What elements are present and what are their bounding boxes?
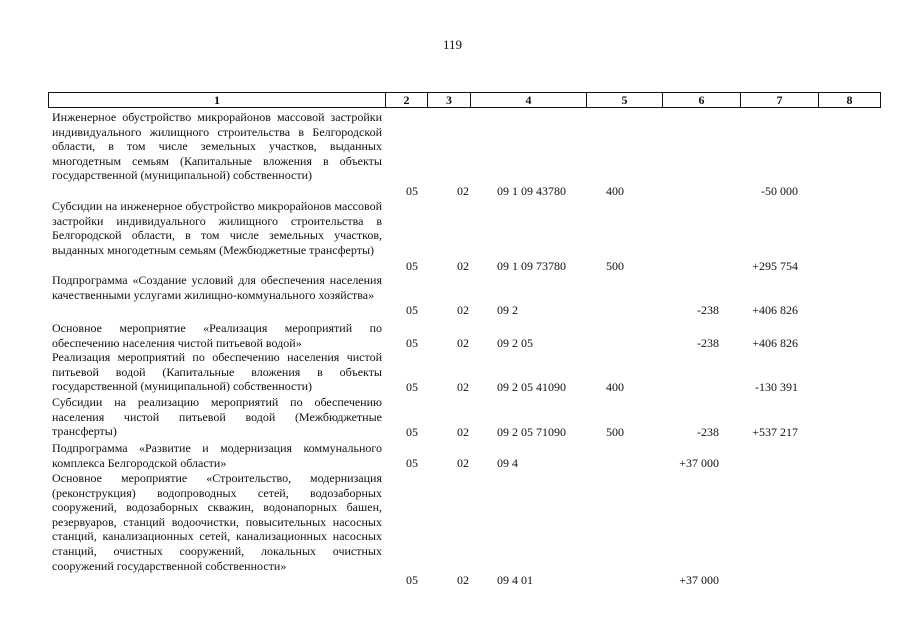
- cell-amount-6: +37 000: [679, 573, 719, 587]
- cell-target-code: 09 2 05 71090: [497, 425, 566, 439]
- cell-expense-type: 400: [606, 184, 624, 198]
- column-header-4: 4: [471, 93, 587, 108]
- page-number: 119: [442, 37, 463, 52]
- row-description: Подпрограмма «Создание условий для обеспечения населения качественными услугами жилищно-коммунального хозяйства»: [52, 273, 382, 302]
- cell-section: 05: [406, 303, 418, 317]
- cell-expense-type: 500: [606, 425, 624, 439]
- column-header-2: 2: [386, 93, 428, 108]
- cell-section: 05: [406, 456, 418, 470]
- cell-section: 05: [406, 259, 418, 273]
- column-header-7: 7: [741, 93, 819, 108]
- cell-subsection: 02: [457, 425, 469, 439]
- cell-amount-7: +406 826: [752, 303, 798, 317]
- cell-amount-6: -238: [697, 303, 719, 317]
- row-description: Подпрограмма «Развитие и модернизация коммунального комплекса Белгородской области»: [52, 441, 382, 470]
- cell-subsection: 02: [457, 184, 469, 198]
- cell-expense-type: 500: [606, 259, 624, 273]
- cell-subsection: 02: [457, 303, 469, 317]
- row-description: Инженерное обустройство микрорайонов массовой застройки индивидуального жилищного строительства в Белгородской области, в том числе земельных участков, выданных многодетным семьям (Капитальные вложения в объекты государственной (муниципальной) собственности): [52, 110, 382, 183]
- cell-target-code: 09 2 05: [497, 336, 533, 350]
- cell-target-code: 09 2 05 41090: [497, 380, 566, 394]
- cell-target-code: 09 4: [497, 456, 518, 470]
- column-header-3: 3: [428, 93, 471, 108]
- cell-target-code: 09 1 09 43780: [497, 184, 566, 198]
- row-description: Субсидии на реализацию мероприятий по обеспечению населения чистой питьевой водой (Межбюджетные трансферты): [52, 395, 382, 439]
- column-header-6: 6: [663, 93, 741, 108]
- cell-amount-7: +406 826: [752, 336, 798, 350]
- column-header-5: 5: [587, 93, 663, 108]
- cell-subsection: 02: [457, 336, 469, 350]
- cell-section: 05: [406, 425, 418, 439]
- cell-amount-6: -238: [697, 336, 719, 350]
- column-header-8: 8: [819, 93, 881, 108]
- cell-section: 05: [406, 336, 418, 350]
- cell-amount-6: +37 000: [679, 456, 719, 470]
- row-description: Основное мероприятие «Реализация мероприятий по обеспечению населения чистой питьевой водой»: [52, 321, 382, 350]
- row-description: Реализация мероприятий по обеспечению населения чистой питьевой водой (Капитальные вложения в объекты государственной (муниципальной) собственности): [52, 350, 382, 394]
- cell-subsection: 02: [457, 456, 469, 470]
- row-description: Субсидии на инженерное обустройство микрорайонов массовой застройки индивидуального жилищного строительства в Белгородской области, в том числе земельных участков, выданных многодетным семьям (Межбюджетные трансферты): [52, 199, 382, 257]
- cell-amount-7: +537 217: [752, 425, 798, 439]
- cell-target-code: 09 1 09 73780: [497, 259, 566, 273]
- cell-section: 05: [406, 184, 418, 198]
- table-header: [48, 92, 881, 108]
- cell-expense-type: 400: [606, 380, 624, 394]
- cell-subsection: 02: [457, 573, 469, 587]
- cell-amount-6: -238: [697, 425, 719, 439]
- cell-section: 05: [406, 380, 418, 394]
- column-header-1: 1: [49, 93, 386, 108]
- cell-section: 05: [406, 573, 418, 587]
- cell-amount-7: -130 391: [755, 380, 798, 394]
- row-description: Основное мероприятие «Строительство, модернизация (реконструкция) водопроводных сетей, водозаборных сооружений, водозаборных скважин, водонапорных башен, резервуаров, станций водоочистки, повысительных насосных станций, канализационных сетей, канализационных насосных станций, очистных сооружений, локальных очистных сооружений государственной собственности»: [52, 471, 382, 573]
- cell-subsection: 02: [457, 380, 469, 394]
- cell-amount-7: -50 000: [761, 184, 798, 198]
- cell-amount-7: +295 754: [752, 259, 798, 273]
- cell-target-code: 09 2: [497, 303, 518, 317]
- cell-subsection: 02: [457, 259, 469, 273]
- cell-target-code: 09 4 01: [497, 573, 533, 587]
